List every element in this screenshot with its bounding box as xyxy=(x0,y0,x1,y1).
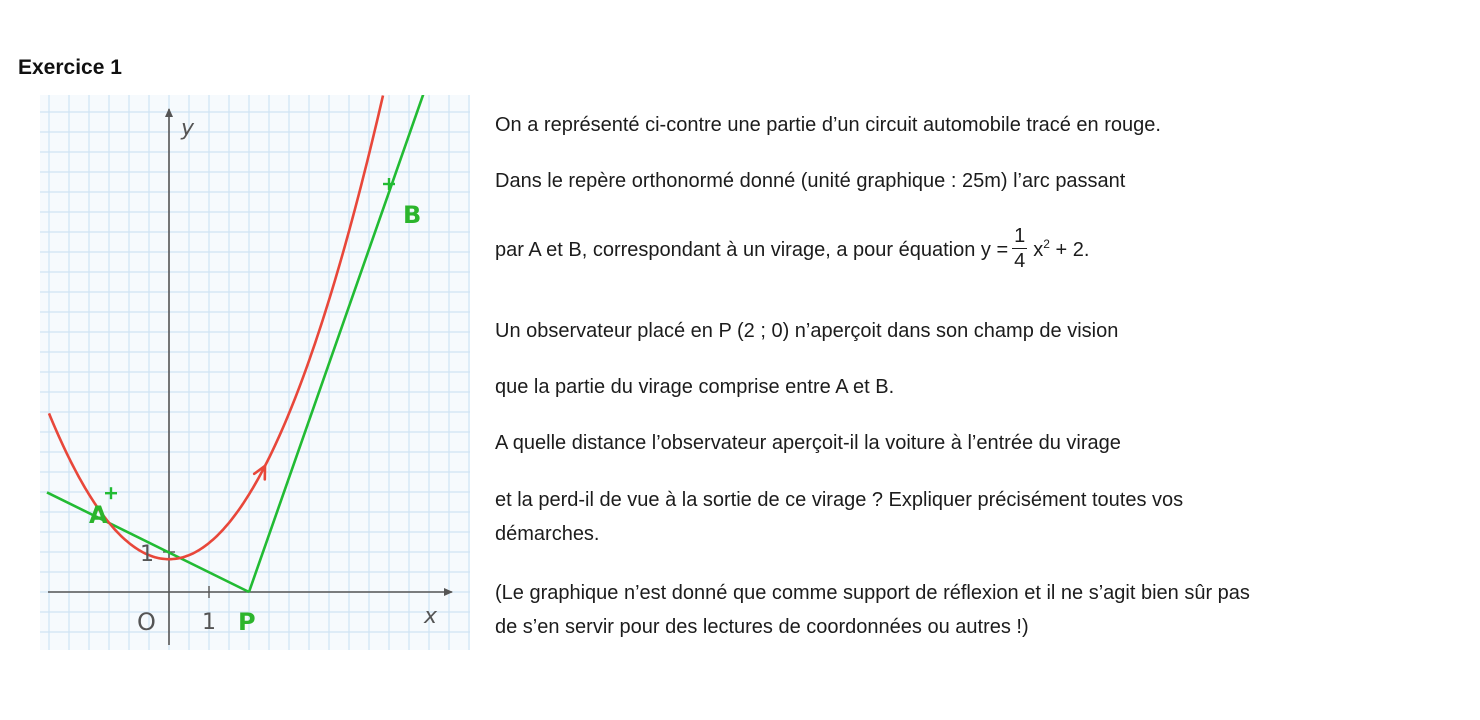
point-a-label: A xyxy=(89,501,108,529)
equation-variable: x xyxy=(1033,238,1044,261)
statement-line-5: que la partie du virage comprise entre A et B. xyxy=(495,376,895,398)
statement-line-2: Dans le repère orthonormé donné (unité graphique : 25m) l’arc passant xyxy=(495,170,1126,192)
point-p-label: P xyxy=(238,608,256,636)
statement-line-8: démarches. xyxy=(495,523,600,545)
statement-line-1: On a représenté ci-contre une partie d’un circuit automobile tracé en rouge. xyxy=(495,114,1161,136)
fraction-numerator: 1 xyxy=(1014,225,1026,247)
origin-label: O xyxy=(137,608,156,636)
y-axis-label: y xyxy=(181,116,195,141)
x-axis-label: x xyxy=(424,604,438,629)
x-unit-label: 1 xyxy=(202,610,216,635)
fraction xyxy=(1012,224,1027,273)
exercise-title: Exercice 1 xyxy=(18,56,122,79)
statement-line-3 xyxy=(495,226,1089,275)
equation-end: + 2. xyxy=(1049,238,1090,261)
fraction-denominator: 4 xyxy=(1014,250,1026,272)
statement-line-4: Un observateur placé en P (2 ; 0) n’aperçoit dans son champ de vision xyxy=(495,320,1119,342)
point-b-label: B xyxy=(403,201,422,229)
circuit-figure xyxy=(40,95,470,650)
equation-intro: par A et B, correspondant à un virage, a pour équation y = xyxy=(495,238,1009,261)
circuit-graph xyxy=(40,95,470,650)
statement-line-6: A quelle distance l’observateur aperçoit-il la voiture à l’entrée du virage xyxy=(495,432,1121,454)
y-unit-label: 1 xyxy=(140,542,154,567)
statement-line-10: de s’en servir pour des lectures de coordonnées ou autres !) xyxy=(495,616,1029,638)
equation-exponent: 2 xyxy=(1043,237,1050,252)
statement-line-7: et la perd-il de vue à la sortie de ce virage ? Expliquer précisément toutes vos xyxy=(495,489,1184,511)
statement-line-9: (Le graphique n’est donné que comme support de réflexion et il ne s’agit bien sûr pas xyxy=(495,582,1250,604)
